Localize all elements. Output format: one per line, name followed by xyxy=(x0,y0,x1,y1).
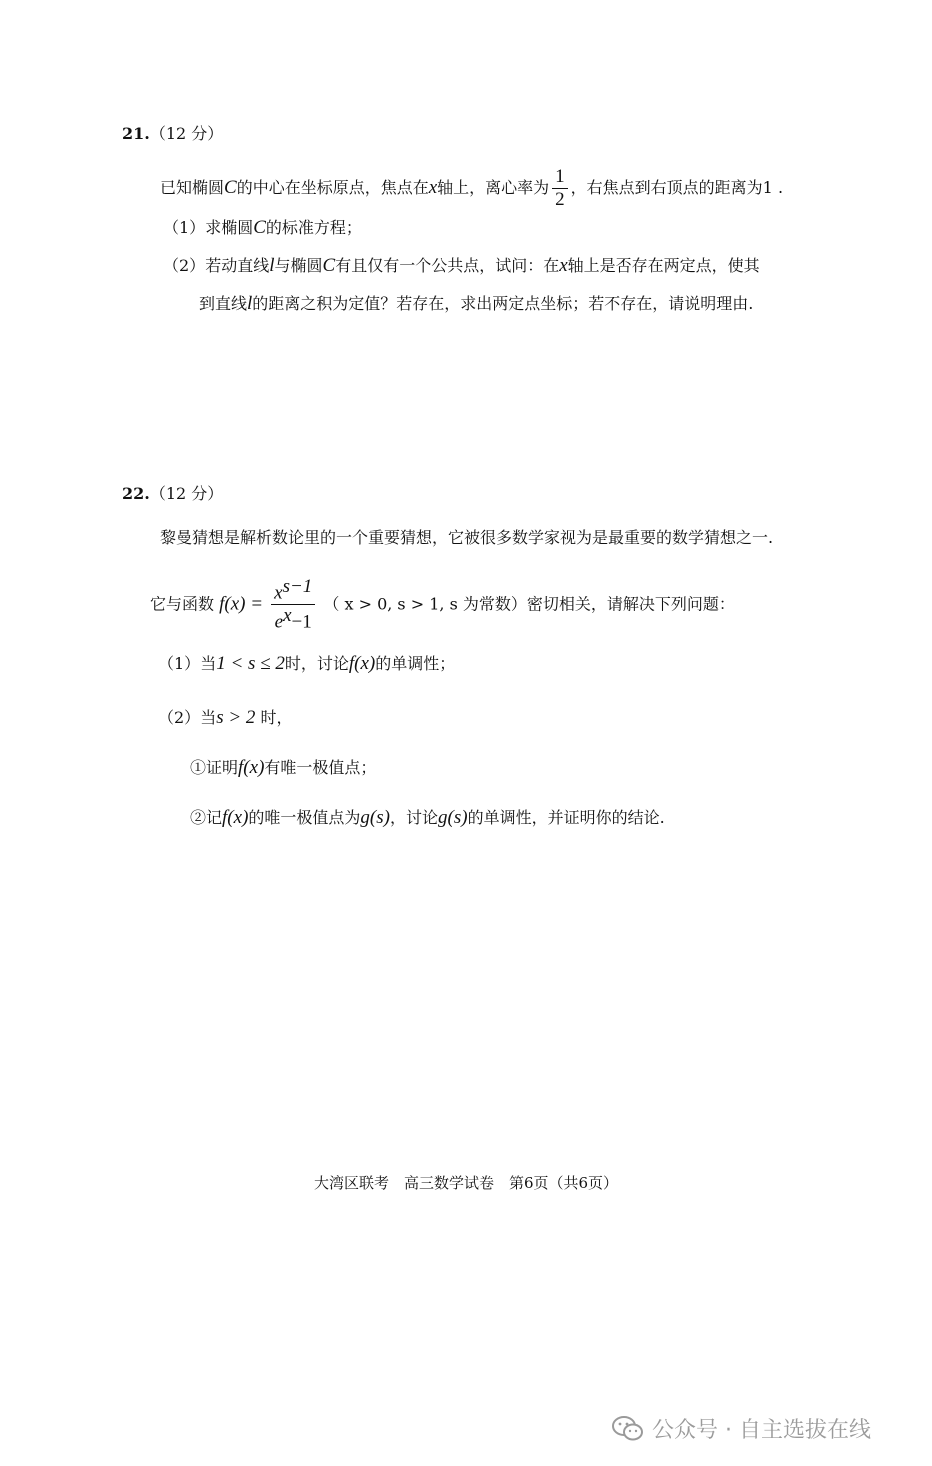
q22-func-text-b: 密切相关，请解决下列问题： xyxy=(526,594,735,614)
watermark-text: 公众号 · 自主选拔在线 xyxy=(652,1418,871,1443)
q21-stem-text-a: 已知椭圆 xyxy=(160,178,225,197)
q22-part1-condition: 1 < s ≤ 2 xyxy=(216,653,285,674)
q22-func-num-exp: s−1 xyxy=(282,576,313,597)
q22-func-denominator xyxy=(271,605,315,633)
q22-part2-condition: s > 2 xyxy=(216,707,256,728)
q22-function-line xyxy=(150,576,735,634)
q22-sub2-text-b: 的唯一极值点为 xyxy=(248,808,361,827)
q21-part1-label: （1） xyxy=(163,218,206,237)
q21-part2-var-c: C xyxy=(322,255,336,276)
q22-sub1-text-a: 证明 xyxy=(206,758,239,777)
q22-sub2-g2: g(s) xyxy=(438,807,468,828)
q22-func-num-base: x xyxy=(274,582,283,604)
q21-stem-text-c: 轴上，离心率为 xyxy=(437,178,550,197)
q21-part1 xyxy=(163,216,362,240)
q22-part2-label: （2） xyxy=(158,708,201,727)
q21-part2-text-d: 轴上是否存在两定点，使其 xyxy=(567,256,760,275)
q22-number: 22. xyxy=(122,484,150,503)
q22-sub1-text-b: 有唯一极值点； xyxy=(264,758,377,777)
q22-part1-text-a: 当 xyxy=(200,654,217,673)
q21-frac-denominator: 2 xyxy=(555,189,565,210)
q22-func-numerator xyxy=(271,576,315,605)
q22-part1-text-b: 时，讨论 xyxy=(284,654,349,673)
q21-header xyxy=(122,122,223,146)
q22-func-condition: （ x > 0, s > 1, s 为常数） xyxy=(323,594,527,614)
q21-eccentricity-fraction xyxy=(552,166,568,211)
q21-stem xyxy=(160,166,783,211)
q21-part2-line2-text-a: 到直线 xyxy=(199,294,248,313)
q22-func-den-tail: −1 xyxy=(291,611,312,633)
q21-stem-text-d: ，右焦点到右顶点的距离为1 . xyxy=(570,178,784,197)
q22-func-fraction xyxy=(271,576,315,634)
wechat-icon xyxy=(612,1416,644,1442)
q21-part1-var: C xyxy=(253,217,266,238)
q22-part2 xyxy=(158,706,293,730)
q22-intro xyxy=(160,526,773,550)
q22-func-den-exp: x xyxy=(283,605,292,627)
q21-number: 21. xyxy=(122,124,150,143)
q22-score: （12 分） xyxy=(149,484,224,503)
q22-sub1-f: f(x) xyxy=(238,757,265,778)
q21-part2-text-a: 若动直线 xyxy=(205,256,270,275)
q22-sub2-text-d: 的单调性，并证明你的结论. xyxy=(467,808,665,827)
q22-sub2 xyxy=(190,806,665,830)
q22-part1-f: f(x) xyxy=(348,653,376,674)
page-footer: 大湾区联考 高三数学试卷 第6页（共6页） xyxy=(313,1174,619,1192)
q21-score: （12 分） xyxy=(149,124,224,143)
q21-part2 xyxy=(163,254,760,278)
q22-intro-text: 黎曼猜想是解析数论里的一个重要猜想，它被很多数学家视为是最重要的数学猜想之一. xyxy=(160,528,774,547)
q21-part2-var-l: l xyxy=(269,255,275,276)
watermark xyxy=(612,1413,871,1444)
q22-sub2-text-c: ，讨论 xyxy=(389,808,438,827)
q22-sub2-label: ② xyxy=(190,808,207,827)
q21-part2-line2 xyxy=(199,292,753,316)
q22-sub2-f: f(x) xyxy=(222,807,249,828)
q21-var-x: x xyxy=(428,177,438,198)
q21-frac-numerator: 1 xyxy=(552,166,568,189)
q21-part2-line2-text-b: 的距离之积为定值？若存在，求出两定点坐标；若不存在，请说明理由. xyxy=(252,294,754,313)
q22-part1-label: （1） xyxy=(158,654,201,673)
q22-part1-text-c: 的单调性； xyxy=(375,654,456,673)
q21-part2-line2-var: l xyxy=(247,293,253,314)
q22-func-f: f(x) = xyxy=(219,593,264,615)
q22-part2-text-b: 时， xyxy=(260,708,293,727)
q22-sub2-g1: g(s) xyxy=(360,807,390,828)
q22-func-text-a: 它与函数 xyxy=(150,594,215,614)
q22-header xyxy=(122,482,223,506)
q21-part2-text-c: 有且仅有一个公共点，试问：在 xyxy=(335,256,560,275)
q21-part2-label: （2） xyxy=(163,256,206,275)
q21-stem-text-b: 的中心在坐标原点，焦点在 xyxy=(236,178,429,197)
q22-sub1-label: ① xyxy=(190,758,207,777)
q22-sub2-text-a: 记 xyxy=(206,808,223,827)
q22-func-den-base: e xyxy=(274,611,284,633)
q21-part2-var-x: x xyxy=(559,255,568,276)
q21-part1-text-b: 的标准方程； xyxy=(265,218,362,237)
q21-part1-text-a: 求椭圆 xyxy=(205,218,254,237)
q21-var-c: C xyxy=(224,177,237,198)
q21-part2-text-b: 与椭圆 xyxy=(274,256,323,275)
q22-part2-text-a: 当 xyxy=(200,708,217,727)
q22-part1 xyxy=(158,652,455,676)
q22-sub1 xyxy=(190,756,376,780)
